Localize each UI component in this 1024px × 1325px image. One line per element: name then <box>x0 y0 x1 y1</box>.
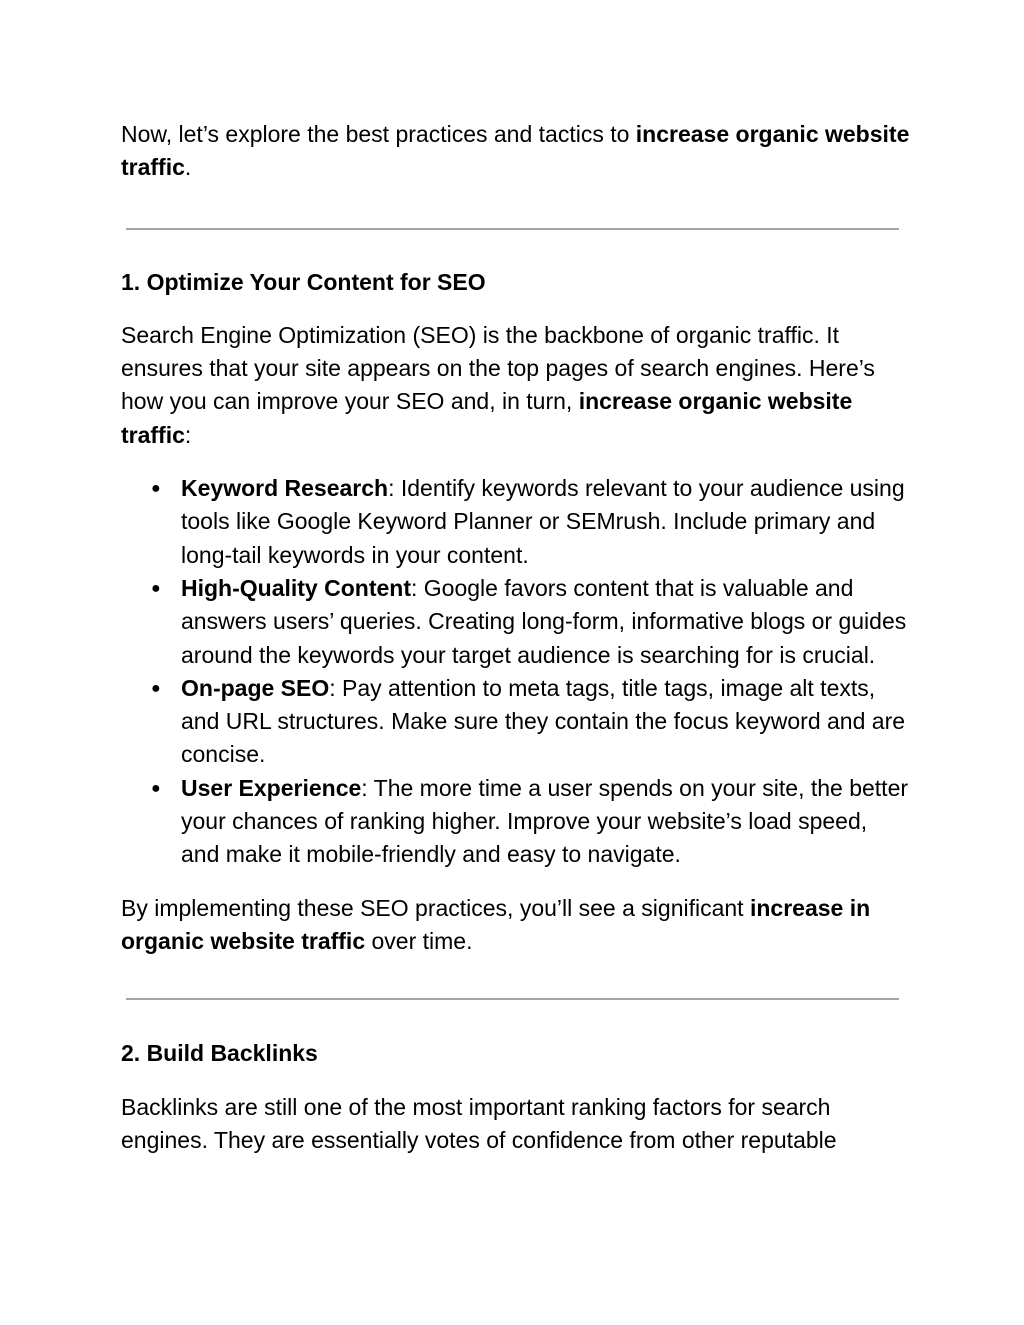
paragraph-bold-keyword: increase organic website traffic <box>121 388 853 448</box>
intro-bold-keyword: increase organic website traffic <box>121 121 910 181</box>
section-heading: 1. Optimize Your Content for SEO <box>121 268 486 295</box>
bullet-term: On-page SEO <box>181 674 330 701</box>
divider <box>126 998 899 1000</box>
paragraph-text: Search Engine Optimization (SEO) is the backbone of organic traffic. It ensures that your site appears on the top pages of search engines. Here’s how you can improve your SEO and, in turn, <box>121 321 875 415</box>
intro-text-end: . <box>184 154 192 181</box>
list-item <box>121 772 911 872</box>
bullet-term: Keyword Research <box>181 475 389 502</box>
intro-paragraph <box>121 118 911 185</box>
closing-bold-keyword: increase in organic website traffic <box>121 894 871 954</box>
bullet-text: : The more time a user spends on your site, the better your chances of ranking higher. Improve your website’s load speed, and make it mobile-friendly and easy to navigate. <box>181 774 909 868</box>
bullet-text: : Identify keywords relevant to your audience using tools like Google Keyword Planner or SEMrush. Include primary and long-tail keywords in your content. <box>181 475 905 568</box>
section-heading: 2. Build Backlinks <box>121 1040 318 1067</box>
bullet-text: : Google favors content that is valuable and answers users’ queries. Creating long-form, informative blogs or guides around the keywords your target audience is searching for is crucial. <box>181 574 907 668</box>
bullet-icon: ● <box>151 579 161 597</box>
bullet-icon: ● <box>151 779 161 797</box>
list-item <box>121 572 911 672</box>
closing-paragraph <box>121 892 911 959</box>
bullet-term: User Experience <box>181 774 362 801</box>
paragraph-text-end: : <box>184 421 192 448</box>
seo-bullet-list <box>121 472 911 872</box>
list-item <box>121 472 911 572</box>
bullet-icon: ● <box>151 679 161 697</box>
intro-text: Now, let’s explore the best practices and tactics to <box>121 121 636 147</box>
section-paragraph <box>121 319 911 452</box>
closing-text-end: over time. <box>365 927 473 954</box>
bullet-text: : Pay attention to meta tags, title tags, image alt texts, and URL structures. Make sure they contain the focus keyword and are concise. <box>181 674 906 768</box>
list-item <box>121 672 911 772</box>
bullet-icon: ● <box>151 480 161 498</box>
section-paragraph: Backlinks are still one of the most important ranking factors for search engines. They are essentially votes of confidence from other reputable <box>121 1093 837 1153</box>
divider <box>126 228 899 230</box>
bullet-term: High-Quality Content <box>181 574 411 601</box>
closing-text: By implementing these SEO practices, you’ll see a significant <box>121 894 750 921</box>
document-page <box>121 118 911 1157</box>
